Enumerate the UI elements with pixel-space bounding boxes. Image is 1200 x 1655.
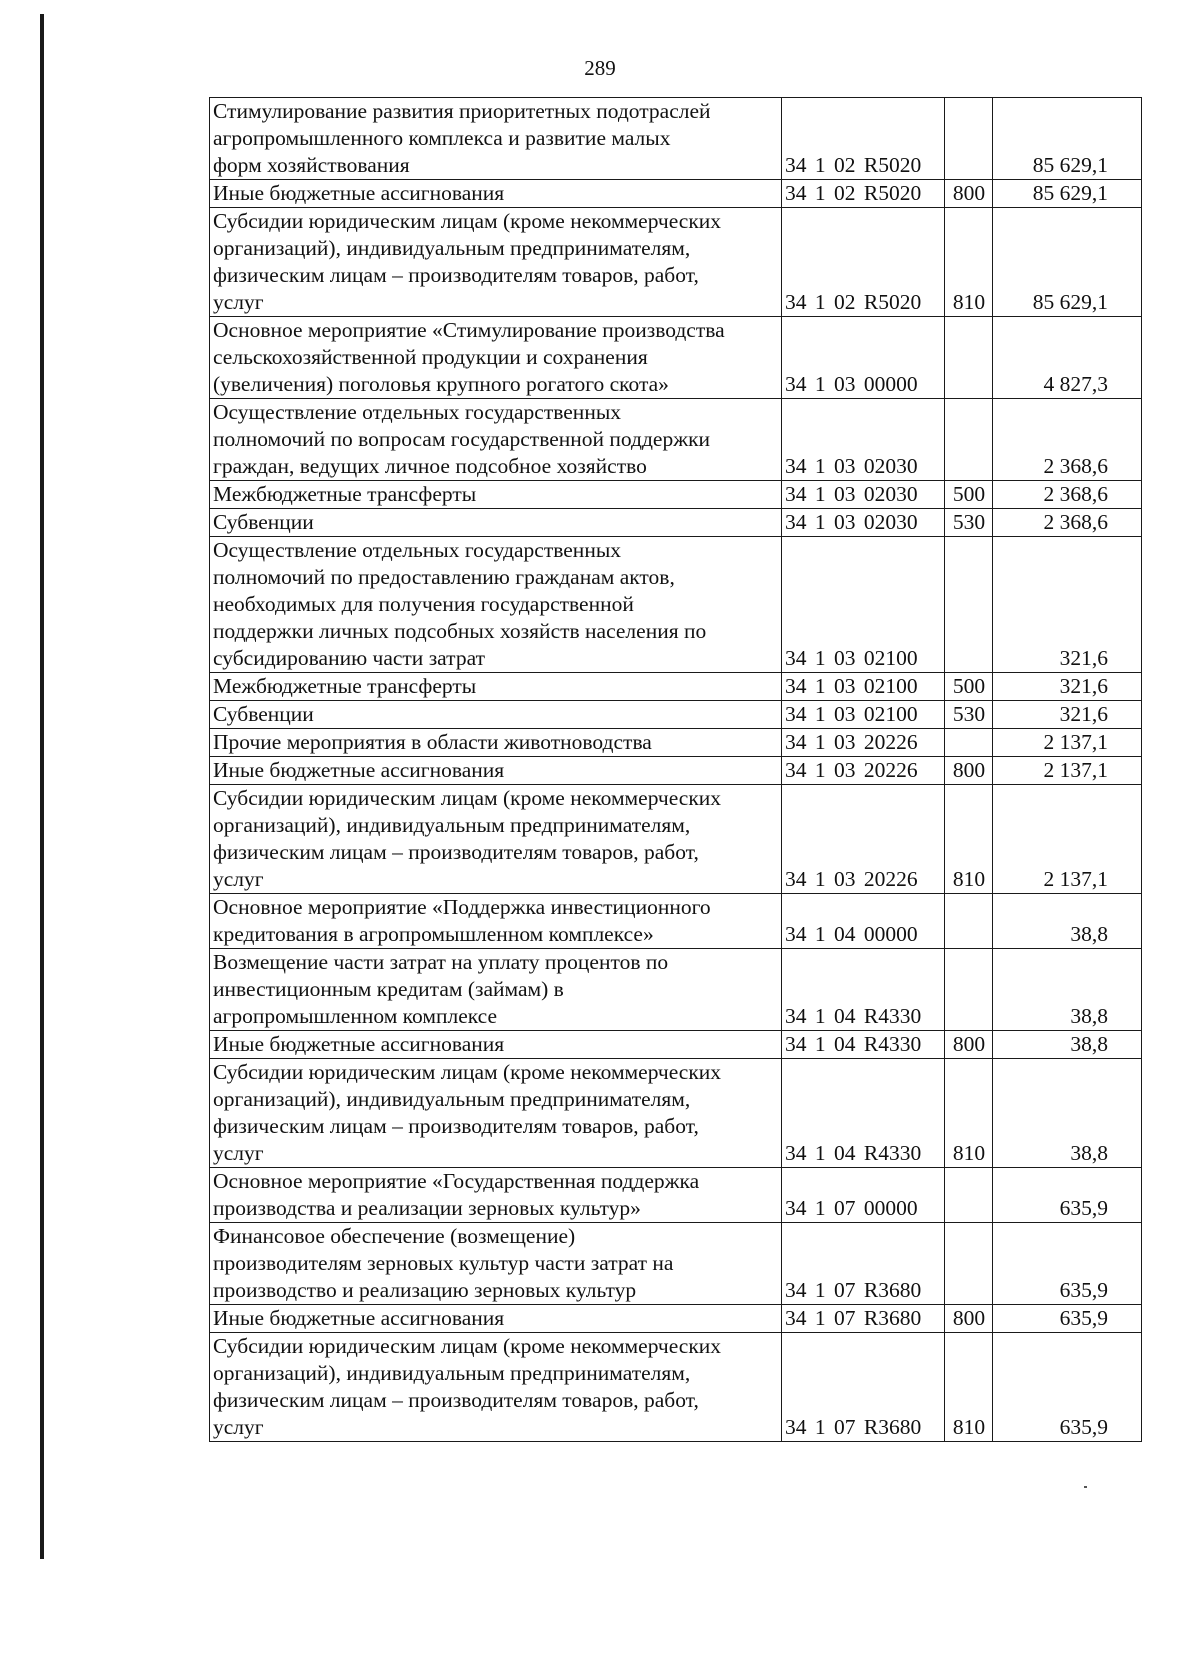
- expense-name-line: Финансовое обеспечение (возмещение): [213, 1224, 576, 1248]
- expense-type-cell: 800: [945, 1305, 993, 1333]
- table-row: [210, 1223, 1142, 1305]
- expense-name-line: организаций), индивидуальным предпринимателям,: [213, 1087, 691, 1111]
- expense-name-cell: [210, 1333, 782, 1442]
- table-row: [210, 1059, 1142, 1168]
- table-row: [210, 701, 1142, 729]
- expense-name-line: услуг: [213, 1415, 264, 1439]
- expense-name-line: Осуществление отдельных государственных: [213, 400, 622, 424]
- expense-type-cell: 800: [945, 180, 993, 208]
- scan-speck: [1084, 1486, 1087, 1488]
- expense-name-line: полномочий по вопросам государственной поддержки: [213, 427, 711, 451]
- amount-cell: 2 137,1: [993, 729, 1142, 757]
- expense-name-line: Иные бюджетные ассигнования: [213, 181, 505, 205]
- expense-name-line: граждан, ведущих личное подсобное хозяйство: [213, 454, 647, 478]
- budget-allocation-table: [209, 97, 1142, 1442]
- target-article-code-cell: 34 1 03 00000: [782, 317, 945, 399]
- expense-name-cell: [210, 785, 782, 894]
- table-row: [210, 673, 1142, 701]
- expense-type-cell: 810: [945, 208, 993, 317]
- expense-name-line: производства и реализации зерновых культур»: [213, 1196, 641, 1220]
- expense-name-line: организаций), индивидуальным предпринимателям,: [213, 813, 691, 837]
- expense-name-cell: [210, 98, 782, 180]
- amount-cell: 85 629,1: [993, 98, 1142, 180]
- amount-cell: 85 629,1: [993, 180, 1142, 208]
- table-row: [210, 1305, 1142, 1333]
- table-row: [210, 1031, 1142, 1059]
- expense-name-line: организаций), индивидуальным предпринимателям,: [213, 1361, 691, 1385]
- expense-name-line: Межбюджетные трансферты: [213, 674, 477, 698]
- expense-type-cell: 500: [945, 481, 993, 509]
- amount-cell: 4 827,3: [993, 317, 1142, 399]
- expense-name-line: Субвенции: [213, 702, 314, 726]
- amount-cell: 635,9: [993, 1333, 1142, 1442]
- expense-name-line: производителям зерновых культур части затрат на: [213, 1251, 674, 1275]
- table-row: [210, 729, 1142, 757]
- target-article-code-cell: 34 1 03 02100: [782, 537, 945, 673]
- expense-type-cell: 530: [945, 701, 993, 729]
- expense-type-cell: [945, 949, 993, 1031]
- expense-name-line: услуг: [213, 1141, 264, 1165]
- table-row: [210, 208, 1142, 317]
- amount-cell: 2 368,6: [993, 481, 1142, 509]
- expense-name-line: Основное мероприятие «Поддержка инвестиционного: [213, 895, 711, 919]
- expense-type-cell: 800: [945, 1031, 993, 1059]
- target-article-code-cell: 34 1 04 00000: [782, 894, 945, 949]
- expense-name-cell: [210, 481, 782, 509]
- amount-cell: 85 629,1: [993, 208, 1142, 317]
- expense-name-line: Основное мероприятие «Стимулирование производства: [213, 318, 725, 342]
- expense-name-cell: [210, 208, 782, 317]
- expense-name-cell: [210, 317, 782, 399]
- expense-type-cell: [945, 537, 993, 673]
- expense-name-line: агропромышленном комплексе: [213, 1004, 498, 1028]
- target-article-code-cell: 34 1 02 R5020: [782, 98, 945, 180]
- table-row: [210, 509, 1142, 537]
- amount-cell: 635,9: [993, 1223, 1142, 1305]
- amount-cell: 2 368,6: [993, 399, 1142, 481]
- expense-type-cell: [945, 98, 993, 180]
- expense-name-line: полномочий по предоставлению гражданам актов,: [213, 565, 675, 589]
- amount-cell: 38,8: [993, 949, 1142, 1031]
- expense-name-line: необходимых для получения государственной: [213, 592, 634, 616]
- expense-name-line: физическим лицам – производителям товаров, работ,: [213, 1114, 699, 1138]
- amount-cell: 2 137,1: [993, 785, 1142, 894]
- expense-name-line: организаций), индивидуальным предпринимателям,: [213, 236, 691, 260]
- target-article-code-cell: 34 1 03 02030: [782, 481, 945, 509]
- target-article-code-cell: 34 1 03 20226: [782, 785, 945, 894]
- expense-type-cell: [945, 317, 993, 399]
- binding-margin-line: [40, 14, 44, 1559]
- table-row: [210, 399, 1142, 481]
- expense-name-line: субсидированию части затрат: [213, 646, 485, 670]
- target-article-code-cell: 34 1 07 00000: [782, 1168, 945, 1223]
- expense-name-line: Субвенции: [213, 510, 314, 534]
- amount-cell: 321,6: [993, 701, 1142, 729]
- expense-name-cell: [210, 894, 782, 949]
- expense-type-cell: 500: [945, 673, 993, 701]
- expense-name-line: производство и реализацию зерновых культур: [213, 1278, 637, 1302]
- table-row: [210, 1168, 1142, 1223]
- expense-name-line: (увеличения) поголовья крупного рогатого скота»: [213, 372, 669, 396]
- table-row: [210, 537, 1142, 673]
- expense-type-cell: 810: [945, 1059, 993, 1168]
- target-article-code-cell: 34 1 07 R3680: [782, 1223, 945, 1305]
- amount-cell: 38,8: [993, 1031, 1142, 1059]
- expense-name-line: Прочие мероприятия в области животноводства: [213, 730, 652, 754]
- expense-name-line: Субсидии юридическим лицам (кроме некоммерческих: [213, 209, 722, 233]
- expense-name-cell: [210, 1223, 782, 1305]
- expense-type-cell: [945, 729, 993, 757]
- target-article-code-cell: 34 1 02 R5020: [782, 180, 945, 208]
- expense-name-line: физическим лицам – производителям товаров, работ,: [213, 263, 699, 287]
- amount-cell: 635,9: [993, 1305, 1142, 1333]
- expense-name-cell: [210, 673, 782, 701]
- amount-cell: 321,6: [993, 537, 1142, 673]
- expense-name-line: Субсидии юридическим лицам (кроме некоммерческих: [213, 786, 722, 810]
- expense-name-cell: [210, 1305, 782, 1333]
- table-row: [210, 98, 1142, 180]
- target-article-code-cell: 34 1 02 R5020: [782, 208, 945, 317]
- table-row: [210, 180, 1142, 208]
- expense-name-line: сельскохозяйственной продукции и сохранения: [213, 345, 648, 369]
- table-body: [210, 98, 1142, 1442]
- expense-name-line: Субсидии юридическим лицам (кроме некоммерческих: [213, 1060, 722, 1084]
- expense-type-cell: 530: [945, 509, 993, 537]
- expense-name-line: Иные бюджетные ассигнования: [213, 1032, 505, 1056]
- target-article-code-cell: 34 1 03 20226: [782, 757, 945, 785]
- expense-name-cell: [210, 949, 782, 1031]
- expense-type-cell: [945, 894, 993, 949]
- expense-name-cell: [210, 180, 782, 208]
- amount-cell: 321,6: [993, 673, 1142, 701]
- expense-name-cell: [210, 1031, 782, 1059]
- expense-name-line: Межбюджетные трансферты: [213, 482, 477, 506]
- page-number: 289: [584, 56, 616, 80]
- expense-name-cell: [210, 537, 782, 673]
- expense-type-cell: 810: [945, 785, 993, 894]
- expense-name-line: Стимулирование развития приоритетных подотраслей: [213, 99, 711, 123]
- target-article-code-cell: 34 1 03 02100: [782, 673, 945, 701]
- expense-type-cell: [945, 1168, 993, 1223]
- table-row: [210, 481, 1142, 509]
- expense-name-line: услуг: [213, 867, 264, 891]
- target-article-code-cell: 34 1 07 R3680: [782, 1333, 945, 1442]
- expense-name-cell: [210, 509, 782, 537]
- expense-name-cell: [210, 1059, 782, 1168]
- table-row: [210, 894, 1142, 949]
- expense-name-line: Иные бюджетные ассигнования: [213, 758, 505, 782]
- expense-name-line: Осуществление отдельных государственных: [213, 538, 622, 562]
- target-article-code-cell: 34 1 07 R3680: [782, 1305, 945, 1333]
- expense-name-line: Иные бюджетные ассигнования: [213, 1306, 505, 1330]
- expense-name-line: поддержки личных подсобных хозяйств населения по: [213, 619, 707, 643]
- expense-name-line: Основное мероприятие «Государственная поддержка: [213, 1169, 700, 1193]
- table-row: [210, 949, 1142, 1031]
- expense-name-line: кредитования в агропромышленном комплексе»: [213, 922, 654, 946]
- table-row: [210, 785, 1142, 894]
- amount-cell: 38,8: [993, 1059, 1142, 1168]
- expense-name-cell: [210, 1168, 782, 1223]
- expense-type-cell: 800: [945, 757, 993, 785]
- expense-name-line: форм хозяйствования: [213, 153, 410, 177]
- target-article-code-cell: 34 1 04 R4330: [782, 1059, 945, 1168]
- target-article-code-cell: 34 1 04 R4330: [782, 1031, 945, 1059]
- amount-cell: 2 137,1: [993, 757, 1142, 785]
- expense-name-line: инвестиционным кредитам (займам) в: [213, 977, 564, 1001]
- expense-name-line: агропромышленного комплекса и развитие малых: [213, 126, 671, 150]
- expense-type-cell: [945, 399, 993, 481]
- table-row: [210, 757, 1142, 785]
- target-article-code-cell: 34 1 04 R4330: [782, 949, 945, 1031]
- expense-name-cell: [210, 701, 782, 729]
- amount-cell: 38,8: [993, 894, 1142, 949]
- target-article-code-cell: 34 1 03 02030: [782, 509, 945, 537]
- expense-name-cell: [210, 399, 782, 481]
- expense-type-cell: [945, 1223, 993, 1305]
- expense-name-line: физическим лицам – производителям товаров, работ,: [213, 1388, 699, 1412]
- expense-type-cell: 810: [945, 1333, 993, 1442]
- amount-cell: 2 368,6: [993, 509, 1142, 537]
- target-article-code-cell: 34 1 03 20226: [782, 729, 945, 757]
- expense-name-cell: [210, 757, 782, 785]
- expense-name-cell: [210, 729, 782, 757]
- expense-name-line: Возмещение части затрат на уплату процентов по: [213, 950, 669, 974]
- target-article-code-cell: 34 1 03 02030: [782, 399, 945, 481]
- expense-name-line: физическим лицам – производителям товаров, работ,: [213, 840, 699, 864]
- amount-cell: 635,9: [993, 1168, 1142, 1223]
- table-row: [210, 1333, 1142, 1442]
- table-row: [210, 317, 1142, 399]
- target-article-code-cell: 34 1 03 02100: [782, 701, 945, 729]
- expense-name-line: Субсидии юридическим лицам (кроме некоммерческих: [213, 1334, 722, 1358]
- expense-name-line: услуг: [213, 290, 264, 314]
